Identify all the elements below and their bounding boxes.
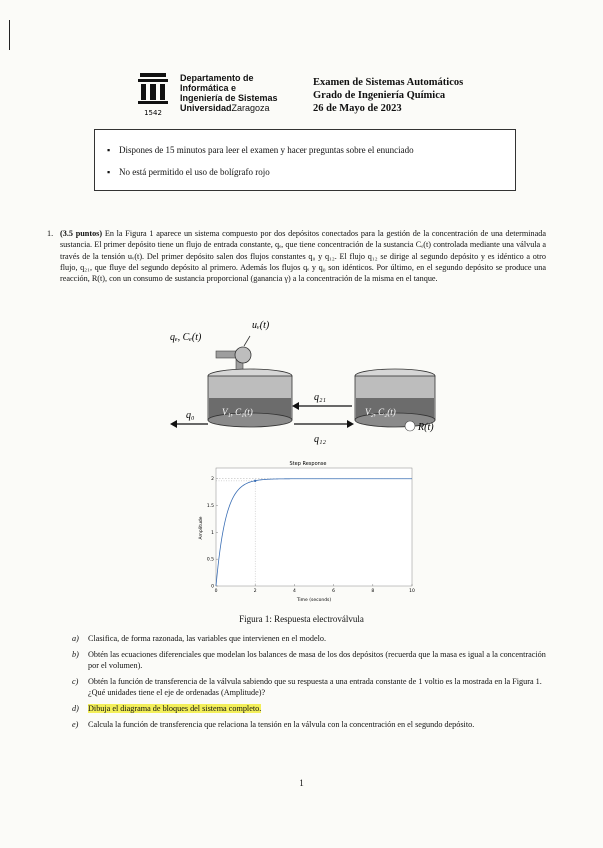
settling-marker: [254, 480, 256, 482]
university-rest: Zaragoza: [231, 103, 270, 113]
x-tick-label: 10: [409, 589, 415, 594]
question-label: d): [72, 704, 79, 713]
reaction-icon: [405, 421, 415, 431]
department-block: [180, 73, 290, 113]
logo-year: 1542: [144, 109, 162, 117]
reaction-label: R(t): [418, 422, 434, 433]
problem-points: (3.5 puntos): [60, 229, 103, 238]
instructions-box: [94, 129, 516, 191]
flow-21-arrowhead: [292, 402, 299, 410]
x-tick-label: 6: [332, 589, 336, 594]
flow-out-label: q₀: [186, 410, 195, 421]
x-tick-label: 8: [371, 589, 375, 594]
dept-line-3: Ingeniería de Sistemas: [180, 93, 278, 103]
question-text: Dibuja el diagrama de bloques del sistema completo.: [88, 704, 262, 713]
flow-out-arrowhead: [170, 420, 177, 428]
x-tick-label: 4: [292, 589, 296, 594]
question-label: b): [72, 650, 79, 659]
plot-area: [216, 468, 412, 586]
question-text: Obtén la función de transferencia de la válvula sabiendo que su respuesta a una entrada constante de 1 voltio es la mostrada en la Figura 1. ¿Qué unidades tiene el eje de ordenadas (Amplitude)?: [88, 677, 542, 697]
question-item: [72, 719, 552, 730]
question-item: [72, 703, 552, 714]
problem-text: En la Figura 1 aparece un sistema compuesto por dos depósitos conectados para la gestión de la concentración de una determinada sustancia. El primer depósito tiene un flujo de entrada constante, qₑ, que tiene concentración de la sustancia Cₑ(t) controlada mediante una válvula a través de la tensión uᵥ(t). Del primer depósito salen dos flujos constantes q₀ y q₁₂. El flujo q₁₂ se dirige al segundo depósito y es idéntico a otro flujo, q₂₁, que fluye del segundo depósito al primero. Además los flujos qₑ y q₀ son idénticos. Por último, en el segundo depósito se produce una reacción, R(t), con un consumo de sustancia proporcional (ganancia γ) a la concentración de la misma en el tanque.: [60, 229, 546, 284]
question-text: Clasifica, de forma razonada, las variables que intervienen en el modelo.: [88, 634, 327, 643]
question-text: Calcula la función de transferencia que relaciona la tensión en la válvula con la concentración en el segundo depósito.: [88, 720, 475, 729]
y-tick-label: 0.5: [206, 557, 214, 563]
flow-12-arrowhead: [347, 420, 354, 428]
x-tick-label: 0: [214, 589, 218, 594]
valve-signal-line: [244, 336, 250, 346]
instruction-item: ▪ Dispones de 15 minutos para leer el examen y hacer preguntas sobre el enunciado: [119, 145, 414, 155]
y-tick-label: 0: [211, 584, 214, 590]
y-tick-label: 1: [211, 530, 214, 536]
exam-date: 26 de Mayo de 2023: [313, 103, 402, 114]
y-tick-label: 1.5: [206, 504, 214, 510]
page-number: 1: [299, 778, 304, 788]
chart-title: Step Response: [289, 461, 327, 467]
question-list: [72, 633, 552, 735]
dept-line-1: Departamento de: [180, 73, 254, 83]
question-text: Obtén las ecuaciones diferenciales que modelan los balances de masa de los dos depósitos (recuerda que la masa es igual a la concentración por el volumen).: [88, 650, 546, 670]
figure-caption: Figura 1: Respuesta electroválvula: [239, 614, 364, 624]
tank2-label: V₂, C₂(t): [365, 407, 396, 417]
problem-number: 1.: [47, 229, 54, 238]
flow-12-label: q₁₂: [314, 434, 326, 445]
exam-title: Examen de Sistemas Automáticos: [313, 77, 464, 88]
university-logo: [134, 71, 172, 119]
question-label: c): [72, 677, 79, 686]
pen-mark: [9, 20, 10, 50]
x-axis-label: Time (seconds): [296, 598, 332, 603]
y-tick-label: 2: [211, 477, 214, 483]
x-tick-label: 2: [253, 589, 257, 594]
dept-line-2: Informática e: [180, 83, 237, 93]
degree-name: Grado de Ingeniería Química: [313, 90, 446, 101]
tank-diagram: [160, 314, 460, 454]
tank1-label: V₁, C₁(t): [222, 407, 253, 417]
valve-label: uᵥ(t): [252, 320, 270, 331]
university-bold: Universidad: [180, 103, 232, 113]
question-item: [72, 633, 552, 644]
y-axis-label: Amplitude: [199, 516, 204, 540]
question-item: [72, 676, 552, 698]
question-item: [72, 649, 552, 671]
problem-statement: [47, 228, 546, 284]
question-label: a): [72, 634, 79, 643]
inlet-label: qₑ, Cₑ(t): [170, 332, 202, 343]
question-label: e): [72, 720, 79, 729]
valve-icon: [235, 347, 251, 363]
step-response-chart: [196, 458, 421, 608]
exam-title-block: [313, 76, 463, 115]
instruction-item: ▪ No está permitido el uso de bolígrafo rojo: [119, 167, 270, 177]
flow-21-label: q₂₁: [314, 392, 326, 403]
